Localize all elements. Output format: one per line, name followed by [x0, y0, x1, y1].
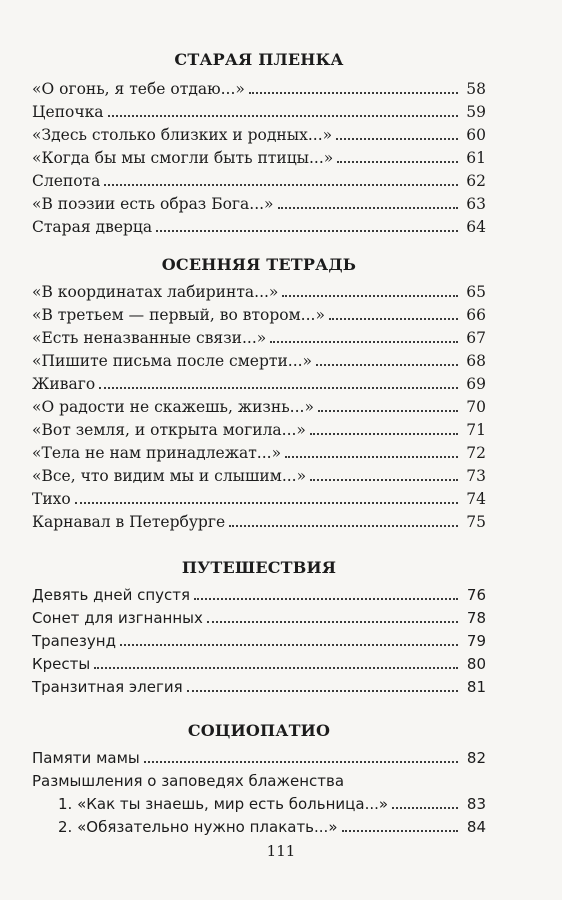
leader-dots — [144, 760, 458, 763]
section-puteshestviya — [32, 558, 486, 697]
toc-entry — [32, 628, 486, 651]
toc-entry — [32, 745, 486, 768]
leader-dots — [342, 829, 459, 832]
toc-entry — [32, 582, 486, 605]
leader-dots — [270, 340, 458, 343]
entry-title: «Есть неназванные связи...» — [32, 329, 267, 347]
toc-entry — [32, 486, 486, 509]
entry-title: Транзитная элегия — [32, 678, 183, 696]
leader-dots — [194, 597, 458, 600]
leader-dots — [310, 432, 458, 435]
entry-page: 69 — [466, 375, 486, 393]
leader-dots — [156, 229, 458, 232]
leader-dots — [99, 386, 458, 389]
entry-page: 75 — [466, 513, 486, 531]
toc-entry — [32, 509, 486, 532]
leader-dots — [336, 137, 458, 140]
entry-page: 61 — [466, 149, 486, 167]
leader-dots — [120, 643, 458, 646]
entry-page: 63 — [466, 195, 486, 213]
toc-entry — [32, 168, 486, 191]
toc-entry — [32, 76, 486, 99]
leader-dots — [329, 317, 458, 320]
leader-dots — [187, 689, 458, 692]
entry-title: «О радости не скажешь, жизнь...» — [32, 398, 314, 416]
entry-title: «Все, что видим мы и слышим...» — [32, 467, 307, 485]
leader-dots — [337, 160, 458, 163]
entry-title: Старая дверца — [32, 218, 153, 236]
leader-dots — [392, 806, 458, 809]
entry-title: 1. «Как ты знаешь, мир есть больница...» — [58, 795, 389, 813]
entry-title: Живаго — [32, 375, 96, 393]
section-title: ОСЕННЯЯ ТЕТРАДЬ — [161, 255, 357, 274]
entry-title: Тихо — [32, 490, 71, 508]
toc-entry — [32, 394, 486, 417]
toc-entry — [32, 651, 486, 674]
leader-dots — [316, 363, 458, 366]
entry-title: Кресты — [32, 655, 91, 673]
entry-page: 72 — [466, 444, 486, 462]
toc-entry — [32, 122, 486, 145]
toc-entry — [32, 214, 486, 237]
leader-dots — [207, 620, 458, 623]
entry-page: 73 — [466, 467, 486, 485]
entry-title: Девять дней спустя — [32, 586, 191, 604]
toc-entry — [32, 814, 486, 837]
entry-page: 60 — [466, 126, 486, 144]
entry-title: «О огонь, я тебе отдаю...» — [32, 80, 245, 98]
leader-dots — [310, 478, 458, 481]
entry-title: Сонет для изгнанных — [32, 609, 203, 627]
entry-page: 79 — [466, 632, 486, 650]
leader-dots — [108, 114, 458, 117]
section-title: СТАРАЯ ПЛЕНКА — [174, 50, 344, 69]
entry-page: 78 — [466, 609, 486, 627]
entry-title: Памяти мамы — [32, 749, 140, 767]
entry-title: «В поэзии есть образ Бога...» — [32, 195, 274, 213]
section-sotsiopatio — [32, 721, 486, 837]
leader-dots — [229, 524, 458, 527]
entry-title: «Когда бы мы смогли быть птицы...» — [32, 149, 334, 167]
leader-dots — [278, 206, 458, 209]
toc-entry — [32, 463, 486, 486]
toc-entry — [32, 325, 486, 348]
toc-entry — [32, 371, 486, 394]
toc-entry — [32, 417, 486, 440]
entry-title: «Тела не нам принадлежат...» — [32, 444, 282, 462]
entry-page: 65 — [466, 283, 486, 301]
toc-entry — [32, 279, 486, 302]
toc-entry — [32, 605, 486, 628]
toc-entry — [32, 99, 486, 122]
entry-page: 70 — [466, 398, 486, 416]
leader-dots — [75, 501, 458, 504]
section-title: СОЦИОПАТИО — [187, 721, 331, 740]
entry-page: 81 — [466, 678, 486, 696]
entry-title: «Вот земля, и открыта могила...» — [32, 421, 306, 439]
entry-title: «Здесь столько близких и родных...» — [32, 126, 333, 144]
entry-title: 2. «Обязательно нужно плакать...» — [58, 818, 338, 836]
entry-page: 68 — [466, 352, 486, 370]
toc-entry — [32, 791, 486, 814]
entry-page: 59 — [466, 103, 486, 121]
table-of-contents — [32, 50, 486, 837]
toc-entry — [32, 348, 486, 371]
entry-title: Карнавал в Петербурге — [32, 513, 226, 531]
entry-title: Цепочка — [32, 103, 104, 121]
entry-title: «В третьем — первый, во втором...» — [32, 306, 325, 324]
toc-entry — [32, 440, 486, 463]
entry-page: 80 — [466, 655, 486, 673]
entry-title: «В координатах лабиринта...» — [32, 283, 279, 301]
toc-entry — [32, 674, 486, 697]
leader-dots — [285, 455, 458, 458]
leader-dots — [249, 91, 458, 94]
entry-page: 71 — [466, 421, 486, 439]
toc-entry-heading — [32, 768, 486, 791]
entry-page: 66 — [466, 306, 486, 324]
toc-entry — [32, 302, 486, 325]
toc-entry — [32, 145, 486, 168]
section-title: ПУТЕШЕСТВИЯ — [181, 558, 337, 577]
entry-title: Размышления о заповедях блаженства — [32, 772, 345, 790]
entry-page: 83 — [466, 795, 486, 813]
leader-dots — [94, 666, 458, 669]
entry-page: 58 — [466, 80, 486, 98]
entry-page: 62 — [466, 172, 486, 190]
entry-page: 84 — [466, 818, 486, 836]
entry-page: 67 — [466, 329, 486, 347]
entry-title: Слепота — [32, 172, 101, 190]
entry-page: 76 — [466, 586, 486, 604]
section-osennyaya-tetrad — [32, 255, 486, 532]
entry-page: 64 — [466, 218, 486, 236]
leader-dots — [282, 294, 458, 297]
entry-title: Трапезунд — [32, 632, 116, 650]
leader-dots — [318, 409, 458, 412]
leader-dots — [104, 183, 458, 186]
entry-page: 74 — [466, 490, 486, 508]
entry-page: 82 — [466, 749, 486, 767]
section-staraya-plenka — [32, 50, 486, 237]
toc-entry — [32, 191, 486, 214]
page-number: 111 — [266, 842, 296, 860]
entry-title: «Пишите письма после смерти...» — [32, 352, 313, 370]
